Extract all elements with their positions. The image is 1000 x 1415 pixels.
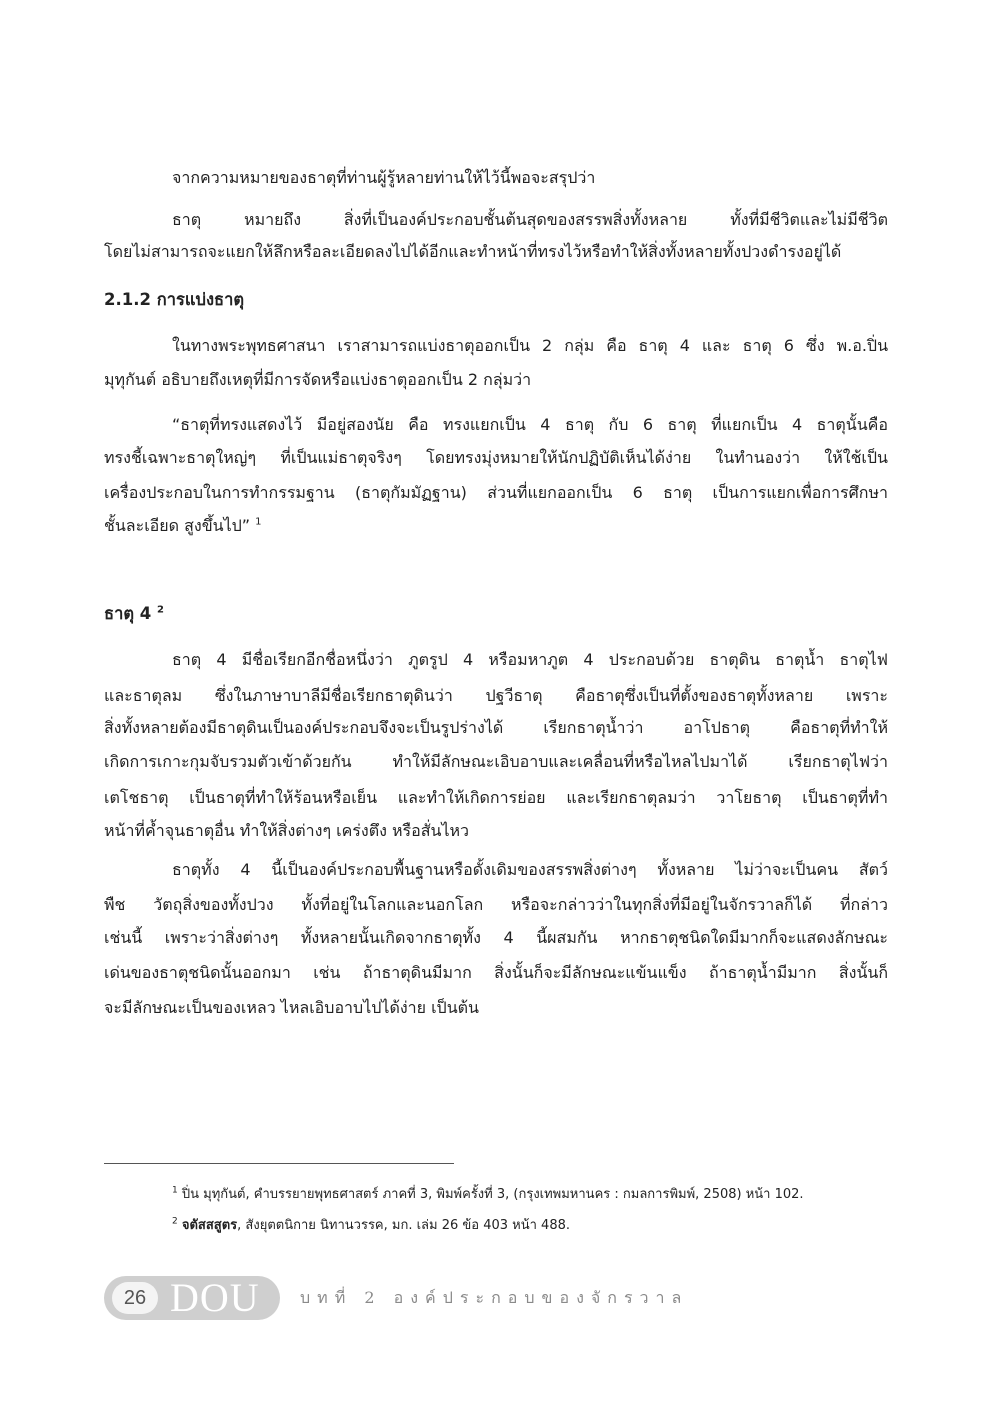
footnote-2-bold-title: จตัสสสูตร [181,1218,238,1233]
quote-line-3: เครื่องประกอบในการทำกรรมฐาน (ธาตุกัมมัฏฐาน) ส่วนที่แยกออกเป็น 6 ธาตุ เป็นการแยกเพื่อการศึกษา [104,483,888,502]
quote-line-4-text: ชั้นละเอียด สูงขึ้นไป” [104,516,251,535]
para5-line-3: เช่นนี้ เพราะว่าสิ่งต่างๆ ทั้งหลายนั้นเกิดจากธาตุทั้ง 4 นี้ผสมกัน หากธาตุชนิดใดมีมากก็จะแสดงลักษณะ [104,928,888,947]
para5-line-4: เด่นของธาตุชนิดนั้นออกมา เช่น ถ้าธาตุดินมีมาก สิ่งนั้นก็จะมีลักษณะแข้นแข็ง ถ้าธาตุน้ำมีมาก สิ่งนั้นก็ [104,963,888,982]
footnote-2 [172,1217,888,1235]
footnote-ref-2: 2 [157,604,164,616]
para4-line-2: และธาตุลม ซึ่งในภาษาบาลีมีชื่อเรียกธาตุดินว่า ปฐวีธาตุ คือธาตุซึ่งเป็นที่ตั้งของธาตุทั้งหลาย เพราะ [104,686,888,705]
footnote-1 [172,1186,888,1204]
subheading-text: ธาตุ 4 [104,604,152,623]
footnote-2-number: 2 [172,1216,178,1227]
page-footer [104,1276,904,1320]
intro-line: จากความหมายของธาตุที่ท่านผู้รู้หลายท่านให้ไว้นี้พอจะสรุปว่า [172,168,596,187]
definition-line-2: โดยไม่สามารถจะแยกให้ลึกหรือละเอียดลงไปได้อีกและทำหน้าที่ทรงไว้หรือทำให้สิ่งทั้งหลายทั้งปวงดำรงอยู่ได้ [104,242,842,261]
quote-line-2: ทรงชี้เฉพาะธาตุใหญ่ๆ ที่เป็นแม่ธาตุจริงๆ โดยทรงมุ่งหมายให้นักปฏิบัติเห็นได้ง่าย ในทำนองว่า ให้ใช้เป็น [104,448,888,467]
footnote-ref-1: 1 [255,516,262,528]
footnote-2-text: , สังยุตตนิกาย นิทานวรรค, มก. เล่ม 26 ข้อ 403 หน้า 488. [237,1218,570,1233]
subheading-dhatu-4 [104,604,888,624]
page-number: 26 [112,1282,158,1314]
footnote-1-text: ปิ่น มุทุกันต์, คำบรรยายพุทธศาสตร์ ภาคที่ 3, พิมพ์ครั้งที่ 3, (กรุงเทพมหานคร : กมลการพิมพ์, 2508) หน้า 102. [181,1187,804,1202]
footnote-1-number: 1 [172,1185,178,1196]
para4-line-3: สิ่งทั้งหลายต้องมีธาตุดินเป็นองค์ประกอบจึงจะเป็นรูปร่างได้ เรียกธาตุน้ำว่า อาโปธาตุ คือธาตุที่ทำให้ [104,718,888,737]
division-line-1: ในทางพระพุทธศาสนา เราสามารถแบ่งธาตุออกเป็น 2 กลุ่ม คือ ธาตุ 4 และ ธาตุ 6 ซึ่ง พ.อ.ปิ่น [172,336,888,355]
dou-logo: DOU [170,1275,260,1320]
quote-line-4 [104,516,888,536]
footer-badge [104,1276,280,1320]
quote-line-1: “ธาตุที่ทรงแสดงไว้ มีอยู่สองนัย คือ ทรงแยกเป็น 4 ธาตุ กับ 6 ธาตุ ที่แยกเป็น 4 ธาตุนั้นคือ [172,415,888,434]
chapter-title: บทที่ 2 องค์ประกอบของจักรวาล [300,1288,689,1307]
para4-line-4: เกิดการเกาะกุมจับรวมตัวเข้าด้วยกัน ทำให้มีลักษณะเอิบอาบและเคลื่อนที่หรือไหลไปมาได้ เรียกธาตุไฟว่า [104,752,888,771]
division-line-2: มุทุกันต์ อธิบายถึงเหตุที่มีการจัดหรือแบ่งธาตุออกเป็น 2 กลุ่มว่า [104,370,532,389]
para5-line-5: จะมีลักษณะเป็นของเหลว ไหลเอิบอาบไปได้ง่าย เป็นต้น [104,998,479,1017]
para4-line-5: เตโชธาตุ เป็นธาตุที่ทำให้ร้อนหรือเย็น และทำให้เกิดการย่อย และเรียกธาตุลมว่า วาโยธาตุ เป็นธาตุที่ทำ [104,788,888,807]
para5-line-1: ธาตุทั้ง 4 นี้เป็นองค์ประกอบพื้นฐานหรือดั้งเดิมของสรรพสิ่งต่างๆ ทั้งหลาย ไม่ว่าจะเป็นคน สัตว์ [172,860,888,879]
para5-line-2: พืช วัตถุสิ่งของทั้งปวง ทั้งที่อยู่ในโลกและนอกโลก หรือจะกล่าวว่าในทุกสิ่งที่มีอยู่ในจักรวาลก็ได้ ที่กล่าว [104,895,888,914]
para4-line-6: หน้าที่ค้ำจุนธาตุอื่น ทำให้สิ่งต่างๆ เคร่งตึง หรือสั่นไหว [104,821,470,840]
section-heading: 2.1.2 การแบ่งธาตุ [104,290,245,309]
para4-line-1: ธาตุ 4 มีชื่อเรียกอีกชื่อหนึ่งว่า ภูตรูป 4 หรือมหาภูต 4 ประกอบด้วย ธาตุดิน ธาตุน้ำ ธาตุไฟ [172,650,888,669]
definition-line-1: ธาตุ หมายถึง สิ่งที่เป็นองค์ประกอบชั้นต้นสุดของสรรพสิ่งทั้งหลาย ทั้งที่มีชีวิตและไม่มีชีวิต [172,210,888,229]
footnote-divider [104,1163,454,1164]
